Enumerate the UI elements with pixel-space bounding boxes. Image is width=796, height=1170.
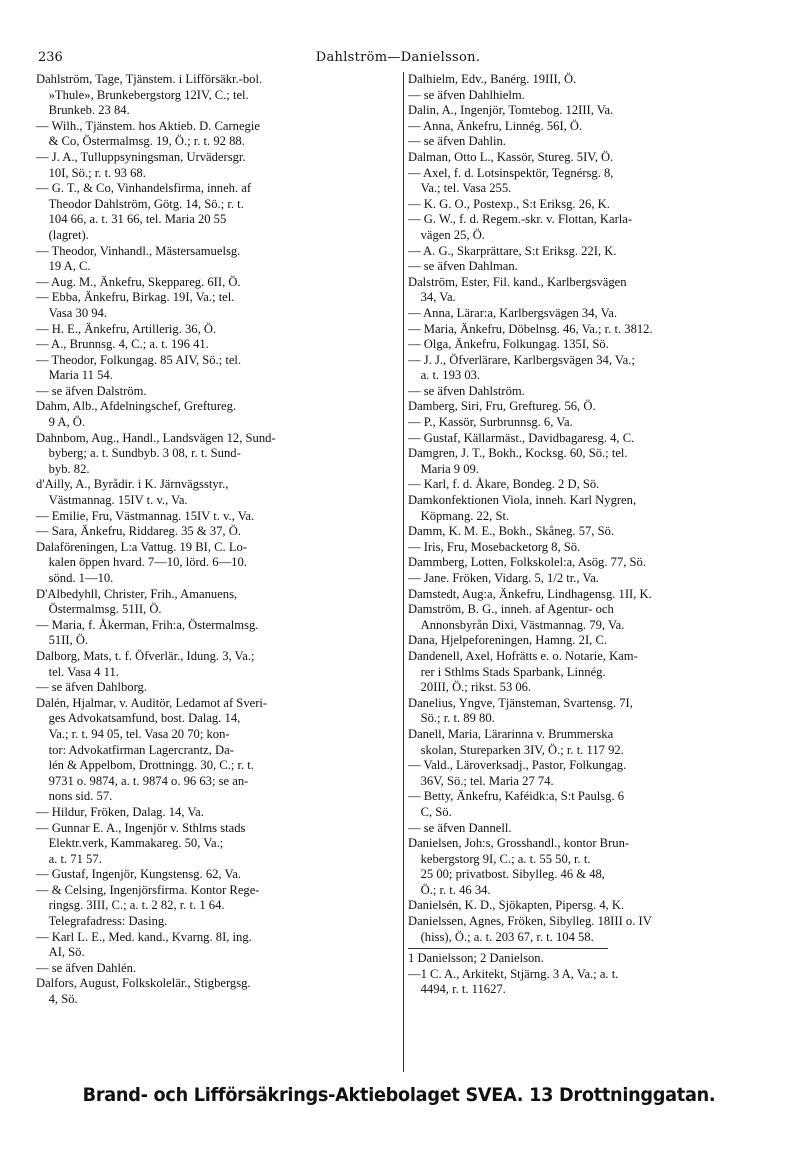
entry-line: — se äfven Dahlström.	[408, 383, 525, 398]
entry-line: — se äfven Dahlén.	[36, 960, 137, 975]
advertisement-banner: Brand- och Lifförsäkrings-Aktiebolaget SVEA. 13 Drottninggatan.	[82, 1084, 716, 1106]
page-number: 236	[38, 50, 63, 65]
entry-line: Dalman, Otto L., Kassör, Stureg. 5IV, Ö.	[408, 149, 614, 164]
entry-line: — se äfven Dahlin.	[408, 134, 506, 149]
entry-line: — Jane. Fröken, Vidarg. 5, 1/2 tr., Va.	[408, 571, 599, 585]
entry-line: Dalaföreningen, L:a Vattug. 19 BI, C. Lo-	[36, 539, 248, 554]
entry-line: — P., Kassör, Surbrunnsg. 6, Va.	[408, 415, 573, 430]
entry-line: — Sara, Änkefru, Riddareg. 35 & 37, Ö.	[36, 524, 241, 539]
entry-line: Dana, Hjelpeforeningen, Hamng. 2I, C.	[408, 633, 607, 648]
entry-line: a. t. 71 57.	[36, 851, 102, 866]
entry-line: Danielssen, Agnes, Fröken, Sibylleg. 18III o. IV	[408, 914, 652, 929]
entry-line: ringsg. 3III, C.; a. t. 2 82, r. t. 1 64.	[36, 898, 225, 913]
entry-line: Dalin, A., Ingenjör, Tomtebog. 12III, Va.	[408, 103, 614, 118]
entry-line: — Karl L. E., Med. kand., Kvarng. 8I, ing.	[36, 929, 252, 944]
entry-line: — Anna, Änkefru, Linnég. 56I, Ö.	[408, 118, 583, 133]
entry-line: — Karl, f. d. Åkare, Bondeg. 2 D, Sö.	[408, 477, 600, 492]
entry-line: — Ebba, Änkefru, Birkag. 19I, Va.; tel.	[36, 290, 235, 305]
entry-line: — J. J., Öfverlärare, Karlbergsvägen 34, Va.;	[408, 352, 635, 367]
entry-line: Va.; tel. Vasa 255.	[408, 181, 512, 196]
entry-line: ges Advokatsamfund, bost. Dalag. 14,	[36, 711, 241, 726]
entry-line: — J. A., Tulluppsyningsman, Urvädersgr.	[36, 149, 246, 164]
entry-line: Dahlström, Tage, Tjänstem. i Lifförsäkr.-bol.	[36, 72, 263, 86]
entry-line: 104 66, a. t. 31 66, tel. Maria 20 55	[36, 212, 227, 227]
entry-line: Östermalmsg. 51II, Ö.	[36, 602, 162, 617]
entry-line: d'Ailly, A., Byrådir. i K. Järnvägsstyr.,	[36, 477, 229, 492]
entry-line: —1 C. A., Arkitekt, Stjärng. 3 A, Va.; a. t.	[408, 966, 619, 981]
entry-line: — Axel, f. d. Lotsinspektör, Tegnérsg. 8,	[408, 165, 614, 180]
entry-line: — Maria, f. Åkerman, Frih:a, Östermalmsg.	[36, 617, 259, 632]
page-header	[38, 50, 758, 70]
entry-line: — se äfven Dannell.	[408, 820, 512, 835]
entry-line: Damkonfektionen Viola, inneh. Karl Nygren,	[408, 493, 637, 508]
entry-line: AI, Sö.	[36, 945, 85, 960]
entry-line: kalen öppen hvard. 7—10, lörd. 6—10.	[36, 555, 247, 570]
entry-line: Köpmang. 22, St.	[408, 508, 510, 523]
entry-line: Maria 11 54.	[36, 368, 113, 383]
entry-line: — A. G., Skarprättare, S:t Eriksg. 22I, K.	[408, 243, 617, 258]
entry-line: 51II, Ö.	[36, 633, 89, 648]
entry-line: Dahnbom, Aug., Handl., Landsvägen 12, Sund-	[36, 430, 276, 445]
entry-line: nons sid. 57.	[36, 789, 113, 804]
entry-line: — se äfven Dalström.	[36, 383, 147, 398]
entry-line: Dahm, Alb., Afdelningschef, Greftureg.	[36, 399, 237, 414]
entry-line: — A., Brunnsg. 4, C.; a. t. 196 41.	[36, 337, 209, 352]
entry-line: Brunkeb. 23 84.	[36, 103, 130, 118]
entry-line: Danielsen, Joh:s, Grosshandl., kontor Brun-	[408, 836, 630, 851]
entry-line: »Thule», Brunkebergstorg 12IV, C.; tel.	[36, 87, 249, 102]
entry-line: rer i Sthlms Stads Sparbank, Linnég.	[408, 664, 606, 679]
entry-line: 20III, Ö.; rikst. 53 06.	[408, 680, 532, 695]
entry-line: Danelius, Yngve, Tjänsteman, Svartensg. 7I,	[408, 695, 633, 710]
entry-line: Damberg, Siri, Fru, Greftureg. 56, Ö.	[408, 399, 596, 414]
entry-line: C, Sö.	[408, 804, 452, 819]
entry-line: Danell, Maria, Lärarinna v. Brummerska	[408, 726, 614, 741]
entry-line: byberg; a. t. Sundbyb. 3 08, r. t. Sund-	[36, 446, 241, 461]
entry-line: & Co, Östermalmsg. 19, Ö.; r. t. 92 88.	[36, 134, 245, 149]
entry-line: — Emilie, Fru, Västmannag. 15IV t. v., Va.	[36, 508, 255, 523]
running-head: Dahlström—Danielsson.	[315, 50, 481, 65]
entry-line: Elektr.verk, Kammakareg. 50, Va.;	[36, 836, 224, 851]
footnote-rule	[408, 948, 608, 949]
entry-line: — G. T., & Co, Vinhandelsfirma, inneh. af	[36, 181, 252, 196]
entry-line: — se äfven Dahlman.	[408, 259, 518, 274]
entry-line: a. t. 193 03.	[408, 368, 481, 383]
entry-line: 34, Va.	[408, 290, 456, 305]
left-column	[36, 72, 401, 1008]
entry-line: — Aug. M., Änkefru, Skeppareg. 6II, Ö.	[36, 274, 241, 289]
entry-line: Damstedt, Aug:a, Änkefru, Lindhagensg. 1II, K.	[408, 586, 652, 601]
entry-line: — Gunnar E. A., Ingenjör v. Sthlms stads	[36, 820, 246, 835]
entry-line: — Betty, Änkefru, Kaféidk:a, S:t Paulsg. 6	[408, 789, 625, 804]
entry-line: (lagret).	[36, 227, 89, 242]
entry-line: — Anna, Lärar:a, Karlbergsvägen 34, Va.	[408, 305, 618, 320]
entry-line: — G. W., f. d. Regem.-skr. v. Flottan, Karla-	[408, 212, 633, 227]
entry-line: 36V, Sö.; tel. Maria 27 74.	[408, 773, 554, 788]
footnote-key: 1 Danielsson; 2 Danielson.	[408, 951, 544, 966]
entry-line: byb. 82.	[36, 461, 90, 476]
entry-line: — Theodor, Vinhandl., Mästersamuelsg.	[36, 243, 241, 258]
entry-line: Maria 9 09.	[408, 461, 479, 476]
entry-line: 19 A, C.	[36, 259, 91, 274]
entry-line: sönd. 1—10.	[36, 571, 114, 585]
entry-line: — Vald., Läroverksadj., Pastor, Folkungag.	[408, 758, 627, 773]
entry-line: Dammberg, Lotten, Folkskolel:a, Asög. 77, Sö.	[408, 555, 646, 570]
entry-line: — se äfven Dahlborg.	[36, 680, 147, 695]
entry-line: Va.; r. t. 94 05, tel. Vasa 20 70; kon-	[36, 726, 230, 741]
entry-line: — Gustaf, Ingenjör, Kungstensg. 62, Va.	[36, 867, 241, 882]
entry-line: Annonsbyrån Dixi, Västmannag. 79, Va.	[408, 617, 625, 632]
entry-line: Dalén, Hjalmar, v. Auditör, Ledamot af Sveri-	[36, 695, 268, 710]
entry-line: Dalborg, Mats, t. f. Öfverlär., Idung. 3, Va.;	[36, 648, 255, 663]
entry-line: Dalfors, August, Folkskolelär., Stigbergsg.	[36, 976, 251, 991]
entry-line: — Olga, Änkefru, Folkungag. 135I, Sö.	[408, 337, 609, 352]
entry-line: Telegrafadress: Dasing.	[36, 914, 168, 929]
entry-line: — Wilh., Tjänstem. hos Aktieb. D. Carnegie	[36, 118, 260, 133]
entry-line: Damgren, J. T., Bokh., Kocksg. 60, Sö.; tel.	[408, 446, 628, 461]
entry-line: 4494, r. t. 11627.	[408, 982, 506, 997]
entry-line: — Maria, Änkefru, Döbelnsg. 46, Va.; r. t. 3812.	[408, 321, 653, 336]
entry-line: Vasa 30 94.	[36, 305, 108, 320]
entry-line: Sö.; r. t. 89 80.	[408, 711, 495, 726]
entry-line: Damm, K. M. E., Bokh., Skåneg. 57, Sö.	[408, 524, 615, 539]
entry-line: Theodor Dahlström, Götg. 14, Sö.; r. t.	[36, 196, 244, 211]
entry-line: 10I, Sö.; r. t. 93 68.	[36, 165, 146, 180]
entry-line: vägen 25, Ö.	[408, 227, 485, 242]
entry-line: Dandenell, Axel, Hofrätts e. o. Notarie, Kam-	[408, 648, 638, 663]
entry-line: Dalström, Ester, Fil. kand., Karlbergsvägen	[408, 274, 627, 289]
entry-line: — Iris, Fru, Mosebacketorg 8, Sö.	[408, 539, 581, 554]
entry-line: lén & Appelbom, Drottningg. 30, C.; r. t.	[36, 758, 254, 773]
entry-line: Västmannag. 15IV t. v., Va.	[36, 493, 188, 508]
entry-line: tor: Advokatfirman Lagercrantz, Da-	[36, 742, 234, 757]
entry-line: skolan, Stureparken 3IV, Ö.; r. t. 117 92.	[408, 742, 624, 757]
entry-line: Danielsén, K. D., Sjökapten, Pipersg. 4, K.	[408, 898, 625, 913]
entry-line: 9731 o. 9874, a. t. 9874 o. 96 63; se an-	[36, 773, 249, 788]
right-column	[408, 72, 763, 998]
column-divider	[403, 72, 404, 1072]
entry-line: — se äfven Dahlhielm.	[408, 87, 525, 102]
entry-line: D'Albedyhll, Christer, Frih., Amanuens,	[36, 586, 238, 601]
entry-line: — Theodor, Folkungag. 85 AIV, Sö.; tel.	[36, 352, 242, 367]
entry-line: 9 A, Ö.	[36, 415, 85, 430]
entry-line: Dalhielm, Edv., Banérg. 19III, Ö.	[408, 72, 577, 86]
entry-line: — K. G. O., Postexp., S:t Eriksg. 26, K.	[408, 196, 610, 211]
entry-line: kebergstorg 9I, C.; a. t. 55 50, r. t.	[408, 851, 591, 866]
entry-line: — Hildur, Fröken, Dalag. 14, Va.	[36, 804, 204, 819]
entry-line: tel. Vasa 4 11.	[36, 664, 119, 679]
entry-line: — Gustaf, Källarmäst., Davidbagaresg. 4, C.	[408, 430, 635, 445]
entry-line: (hiss), Ö.; a. t. 203 67, r. t. 104 58.	[408, 929, 594, 944]
entry-line: Damström, B. G., inneh. af Agentur- och	[408, 602, 614, 617]
entry-line: Ö.; r. t. 46 34.	[408, 882, 491, 897]
entry-line: — H. E., Änkefru, Artillerig. 36, Ö.	[36, 321, 217, 336]
entry-line: 4, Sö.	[36, 992, 78, 1007]
entry-line: — & Celsing, Ingenjörsfirma. Kontor Rege-	[36, 882, 260, 897]
entry-line: 25 00; privatbost. Sibylleg. 46 & 48,	[408, 867, 605, 882]
